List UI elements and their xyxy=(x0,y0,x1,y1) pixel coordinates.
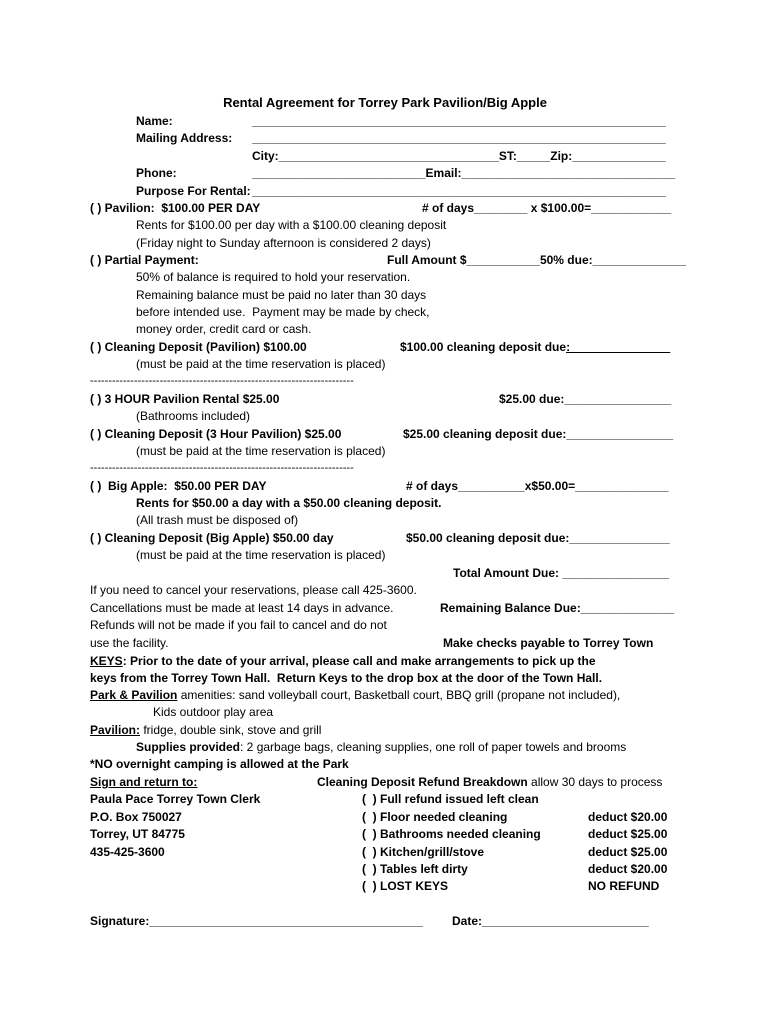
pavilion-deposit-due-label: $100.00 cleaning deposit due xyxy=(400,340,567,354)
partial-desc: money order, credit card or cash. xyxy=(136,322,312,336)
three-hour-due-field[interactable]: $25.00 due:________________ xyxy=(499,392,672,406)
big-apple-desc: Rents for $50.00 a day with a $50.00 cleaning deposit. xyxy=(136,496,442,510)
clerk-address-line: P.O. Box 750027 xyxy=(90,810,182,824)
supplies-label: Supplies provided xyxy=(136,740,241,754)
three-hour-deposit-due-field[interactable]: $25.00 cleaning deposit due:________________ xyxy=(403,427,674,441)
partial-desc: before intended use. Payment may be made by check, xyxy=(136,305,430,319)
name-field[interactable]: ______________________________________________________________ xyxy=(252,114,666,128)
amenities-paragraph xyxy=(90,688,620,703)
pavilion-desc: (Friday night to Sunday afternoon is considered 2 days) xyxy=(136,236,431,250)
keys-paragraph xyxy=(90,654,596,669)
amenities-text: Kids outdoor play area xyxy=(153,705,274,719)
pavilion-deposit-due-field[interactable]: :_______________ xyxy=(566,340,671,354)
cancel-policy-line: If you need to cancel your reservations, please call 425-3600. xyxy=(90,583,417,597)
cancel-policy-line: use the facility. xyxy=(90,636,169,650)
date-field[interactable]: Date:_________________________ xyxy=(452,914,649,928)
sign-return-label: Sign and return to: xyxy=(90,775,198,789)
three-hour-deposit-note: (must be paid at the time reservation is placed) xyxy=(136,444,386,458)
refund-item-lost-keys[interactable]: ( ) LOST KEYS xyxy=(362,879,449,893)
clerk-phone: 435-425-3600 xyxy=(90,845,165,859)
three-hour-note: (Bathrooms included) xyxy=(136,409,251,423)
big-apple-deposit-note: (must be paid at the time reservation is placed) xyxy=(136,548,386,562)
pavilion-deposit-due[interactable] xyxy=(400,340,670,355)
partial-payment-option[interactable]: ( ) Partial Payment: xyxy=(90,253,199,267)
pavilion-features xyxy=(90,723,321,738)
checks-payable-note: Make checks payable to Torrey Town xyxy=(443,636,654,650)
supplies-line xyxy=(136,740,626,755)
cancel-policy-line: Cancellations must be made at least 14 days in advance. xyxy=(90,601,394,615)
pavilion-days-field[interactable]: # of days________ x $100.00=____________ xyxy=(422,201,672,215)
big-apple-deposit-due-field[interactable]: $50.00 cleaning deposit due:_______________ xyxy=(406,531,670,545)
refund-heading-label: Cleaning Deposit Refund Breakdown xyxy=(317,775,528,789)
three-hour-deposit-option[interactable]: ( ) Cleaning Deposit (3 Hour Pavilion) $25.00 xyxy=(90,427,342,441)
partial-desc: Remaining balance must be paid no later than 30 days xyxy=(136,288,427,302)
refund-item-kitchen[interactable]: ( ) Kitchen/grill/stove xyxy=(362,845,485,859)
signature-field[interactable]: Signature:_________________________________________ xyxy=(90,914,423,928)
refund-item-tables[interactable]: ( ) Tables left dirty xyxy=(362,862,468,876)
clerk-address-line: Torrey, UT 84775 xyxy=(90,827,185,841)
pavilion-desc: Rents for $100.00 per day with a $100.00 cleaning deposit xyxy=(136,218,447,232)
partial-payment-field[interactable]: Full Amount $___________50% due:______________ xyxy=(387,253,687,267)
phone-email-field[interactable]: __________________________Email:________________________________ xyxy=(252,166,676,180)
big-apple-option[interactable]: ( ) Big Apple: $50.00 PER DAY xyxy=(90,479,267,493)
three-hour-option[interactable]: ( ) 3 HOUR Pavilion Rental $25.00 xyxy=(90,392,280,406)
pavilion-deposit-note: (must be paid at the time reservation is placed) xyxy=(136,357,386,371)
purpose-field[interactable]: ______________________________________________________________ xyxy=(252,184,666,198)
big-apple-days-field[interactable]: # of days__________x$50.00=______________ xyxy=(406,479,669,493)
mailing-address-field[interactable]: ______________________________________________________________ xyxy=(252,131,666,145)
refund-breakdown-heading xyxy=(317,775,662,790)
total-amount-due-field[interactable]: Total Amount Due: ________________ xyxy=(453,566,670,580)
cancel-policy-line: Refunds will not be made if you fail to cancel and do not xyxy=(90,618,387,632)
keys-text: keys from the Torrey Town Hall. Return Keys to the drop box at the door of the Town Hall. xyxy=(90,671,603,685)
phone-label: Phone: xyxy=(136,166,177,180)
purpose-label: Purpose For Rental: xyxy=(136,184,251,198)
refund-amount-kitchen: deduct $25.00 xyxy=(588,845,668,859)
section-divider: ------------------------------------------------------------------------ xyxy=(90,462,354,474)
pavilion-features-label: Pavilion: xyxy=(90,723,141,737)
partial-desc: 50% of balance is required to hold your reservation. xyxy=(136,270,411,284)
clerk-address-line: Paula Pace Torrey Town Clerk xyxy=(90,792,261,806)
amenities-text: amenities: sand volleyball court, Basketball court, BBQ grill (propane not included), xyxy=(177,688,621,702)
refund-amount-floor: deduct $20.00 xyxy=(588,810,668,824)
keys-text: : Prior to the date of your arrival, please call and make arrangements to pick up the xyxy=(122,654,596,668)
city-state-zip-field[interactable]: City:_________________________________ST:_____Zip:______________ xyxy=(252,149,666,163)
pavilion-deposit-option[interactable]: ( ) Cleaning Deposit (Pavilion) $100.00 xyxy=(90,340,307,354)
refund-amount-bathrooms: deduct $25.00 xyxy=(588,827,668,841)
name-label: Name: xyxy=(136,114,173,128)
refund-item-bathrooms[interactable]: ( ) Bathrooms needed cleaning xyxy=(362,827,541,841)
refund-amount-lost-keys: NO REFUND xyxy=(588,879,660,893)
refund-amount-tables: deduct $20.00 xyxy=(588,862,668,876)
refund-heading-suffix: allow 30 days to process xyxy=(527,775,663,789)
mailing-address-label: Mailing Address: xyxy=(136,131,233,145)
remaining-balance-field[interactable]: Remaining Balance Due:______________ xyxy=(440,601,675,615)
big-apple-desc: (All trash must be disposed of) xyxy=(136,513,299,527)
no-camping-note: *NO overnight camping is allowed at the Park xyxy=(90,757,349,771)
pavilion-features-text: fridge, double sink, stove and grill xyxy=(140,723,322,737)
pavilion-option[interactable]: ( ) Pavilion: $100.00 PER DAY xyxy=(90,201,261,215)
section-divider: ------------------------------------------------------------------------ xyxy=(90,375,354,387)
refund-item-floor[interactable]: ( ) Floor needed cleaning xyxy=(362,810,508,824)
keys-label: KEYS xyxy=(90,654,123,668)
page-title: Rental Agreement for Torrey Park Pavilion/Big Apple xyxy=(223,95,547,110)
amenities-label: Park & Pavilion xyxy=(90,688,178,702)
supplies-text: : 2 garbage bags, cleaning supplies, one roll of paper towels and brooms xyxy=(240,740,627,754)
refund-item-full-refund[interactable]: ( ) Full refund issued left clean xyxy=(362,792,539,806)
big-apple-deposit-option[interactable]: ( ) Cleaning Deposit (Big Apple) $50.00 day xyxy=(90,531,334,545)
